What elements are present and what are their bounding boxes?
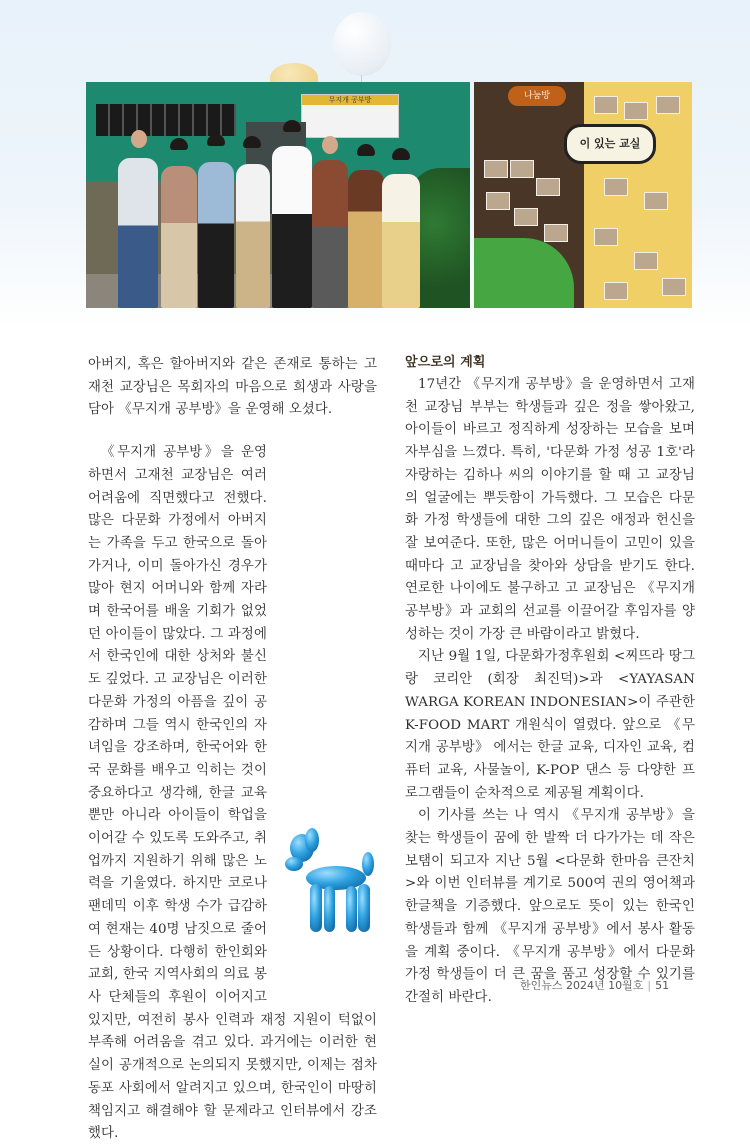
person-4 [236, 164, 270, 308]
photo-tile [544, 224, 568, 242]
photo-tile [594, 96, 618, 114]
photo-tile [604, 282, 628, 300]
right-paragraph-2: 지난 9월 1일, 다문화가정후원회 <찌뜨라 땅그랑 코리안 (회장 최진덕)>과 <YAYASAN WARGA KOREAN INDONESIAN>이 주관한 K-FOOD MART 개원식이 열렸다. 앞으로 《무지개 공부방》 에서는 한글 교육, 디자인 교육, 컴퓨터 교육, 사물놀이, K-POP 댄스 등 다양한 프로그램들이 순차적으로 제공될 계획이다. [405, 649, 695, 801]
group-photo [86, 82, 470, 308]
section-title: 앞으로의 계획 [405, 355, 486, 370]
person-5-hair [283, 120, 301, 132]
person-2 [161, 166, 197, 308]
paragraph-gap [88, 422, 377, 442]
person-3 [198, 162, 234, 308]
right-paragraph-1: 17년간 《무지개 공부방》을 운영하면서 고재천 교장님 부부는 학생들과 깊은 정을 쌓아왔고, 아이들이 바르고 정직하게 성장하는 모습을 보며 자부심을 느꼈다. 특히, '다문화 가정 성공 1호'라 자랑하는 김하나 씨의 이야기를 할 때 고 교장님의 얼굴에는 뿌듯함이 가득했다. 그 모습은 다문화 가정 학생들에 대한 그의 깊은 애정과 헌신을 잘 보여준다. 또한, 많은 어머니들이 고민이 있을 때마다 고 교장님을 찾아와 상담을 받기도 한다. 연로한 나이에도 불구하고 고 교장님은 《무지개 공부방》과 교회의 선교를 이끌어갈 후임자를 양성하는 것이 가장 큰 바람이라고 밝혔다. [405, 377, 695, 642]
photo-tile [510, 160, 534, 178]
balloon-dog-image [282, 826, 378, 938]
magazine-issue: 한인뉴스 2024년 10월호 [520, 979, 644, 992]
person-6 [312, 160, 348, 308]
footer-separator: | [647, 979, 652, 992]
page-footer [520, 977, 669, 993]
left-paragraph-2: 《무지개 공부방》을 운영하면서 고재천 교장님은 여러 어려움에 직면했다고 전했다. 많은 다문화 가정에서 아버지는 가족을 두고 한국으로 돌아가거나, 이미 돌아가신 경우가 많아 현지 어머니와 함께 자라며 한국어를 배울 기회가 없었던 아이들이 많았다. 그 과정에서 한국인에 대한 상처와 불신도 깊었다. 고 교장님은 이러한 다문화 가정의 아픔을 깊이 공감하며 그들 역시 한국인의 자녀임을 강조하며, 한국어와 한국 문화를 배우고 익히는 것이 중요하다고 생각해, 한글 교육뿐만 아니라 아이들이 학업을 이어갈 수 있도록 도와주고, 취업까지 지원하기 위해 많은 노력을 기울였다. 하지만 코로나 팬데믹 이후 학생 수가 급감하여 현재는 40명 남짓으로 줄어든 상황이다. 다행히 한인회와 교회, 한국 지역사회의 의료 봉사 단체들의 후원이 이어지고 있지만, 여전히 봉사 인력과 재정 지원이 턱없이 부족해 어려움을 겪고 있다. 과거에는 이러한 현실이 공개적으로 논의되지 못했지만, 이제는 점차 동포 사회에서 알려지고 있으며, 한국인이 마땅히 책임지고 해결해야 할 문제라고 인터뷰에서 강조했다. [88, 445, 377, 1142]
white-balloon [333, 12, 391, 76]
left-text-column [88, 354, 377, 1146]
page-number: 51 [655, 979, 670, 992]
classroom-wall-photo [474, 82, 692, 308]
photo-tile [484, 160, 508, 178]
room-sign: 나눔방 [508, 86, 566, 106]
photo-tile [604, 178, 628, 196]
photo-tile [624, 102, 648, 120]
building-window [96, 104, 236, 136]
photo-tile [486, 192, 510, 210]
person-4-hair [243, 136, 261, 148]
classroom-circle-sign: 이 있는 교실 [564, 124, 656, 164]
person-1 [118, 158, 158, 308]
right-text-column [405, 354, 695, 1010]
person-6-head [322, 136, 338, 154]
person-5 [272, 146, 312, 308]
sign-header: 무지개 공부방 [302, 95, 398, 105]
person-1-head [131, 130, 147, 148]
left-paragraph-1: 아버지, 혹은 할아버지와 같은 존재로 통하는 고재천 교장님은 목회자의 마음으로 희생과 사랑을 담아 《무지개 공부방》을 운영해 오셨다. [88, 357, 377, 418]
right-paragraph-3: 이 기사를 쓰는 나 역시 《무지개 공부방》을 찾는 학생들이 꿈에 한 발짝 더 다가가는 데 작은 보탬이 되고자 지난 5월 <다문화 한마음 큰잔치>와 이번 인터뷰를 계기로 500여 권의 영어책과 한글책을 기증했다. 앞으로도 뜻이 있는 한국인 학생들과 함께 《무지개 공부방》에서 봉사 활동을 계획 중이다. 《무지개 공부방》에서 다문화 가정 학생들이 더 큰 꿈을 품고 성장할 수 있기를 간절히 바란다. [405, 808, 695, 1005]
person-8 [382, 174, 420, 308]
photo-tile [536, 178, 560, 196]
photo-tile [514, 208, 538, 226]
photo-tile [644, 192, 668, 210]
person-2-hair [170, 138, 188, 150]
photo-tile [634, 252, 658, 270]
photo-tile [662, 278, 686, 296]
person-7 [348, 170, 384, 308]
photo-tile [594, 228, 618, 246]
person-8-hair [392, 148, 410, 160]
person-7-hair [357, 144, 375, 156]
building-sign [301, 94, 399, 138]
person-3-hair [207, 134, 225, 146]
photo-tile [656, 96, 680, 114]
